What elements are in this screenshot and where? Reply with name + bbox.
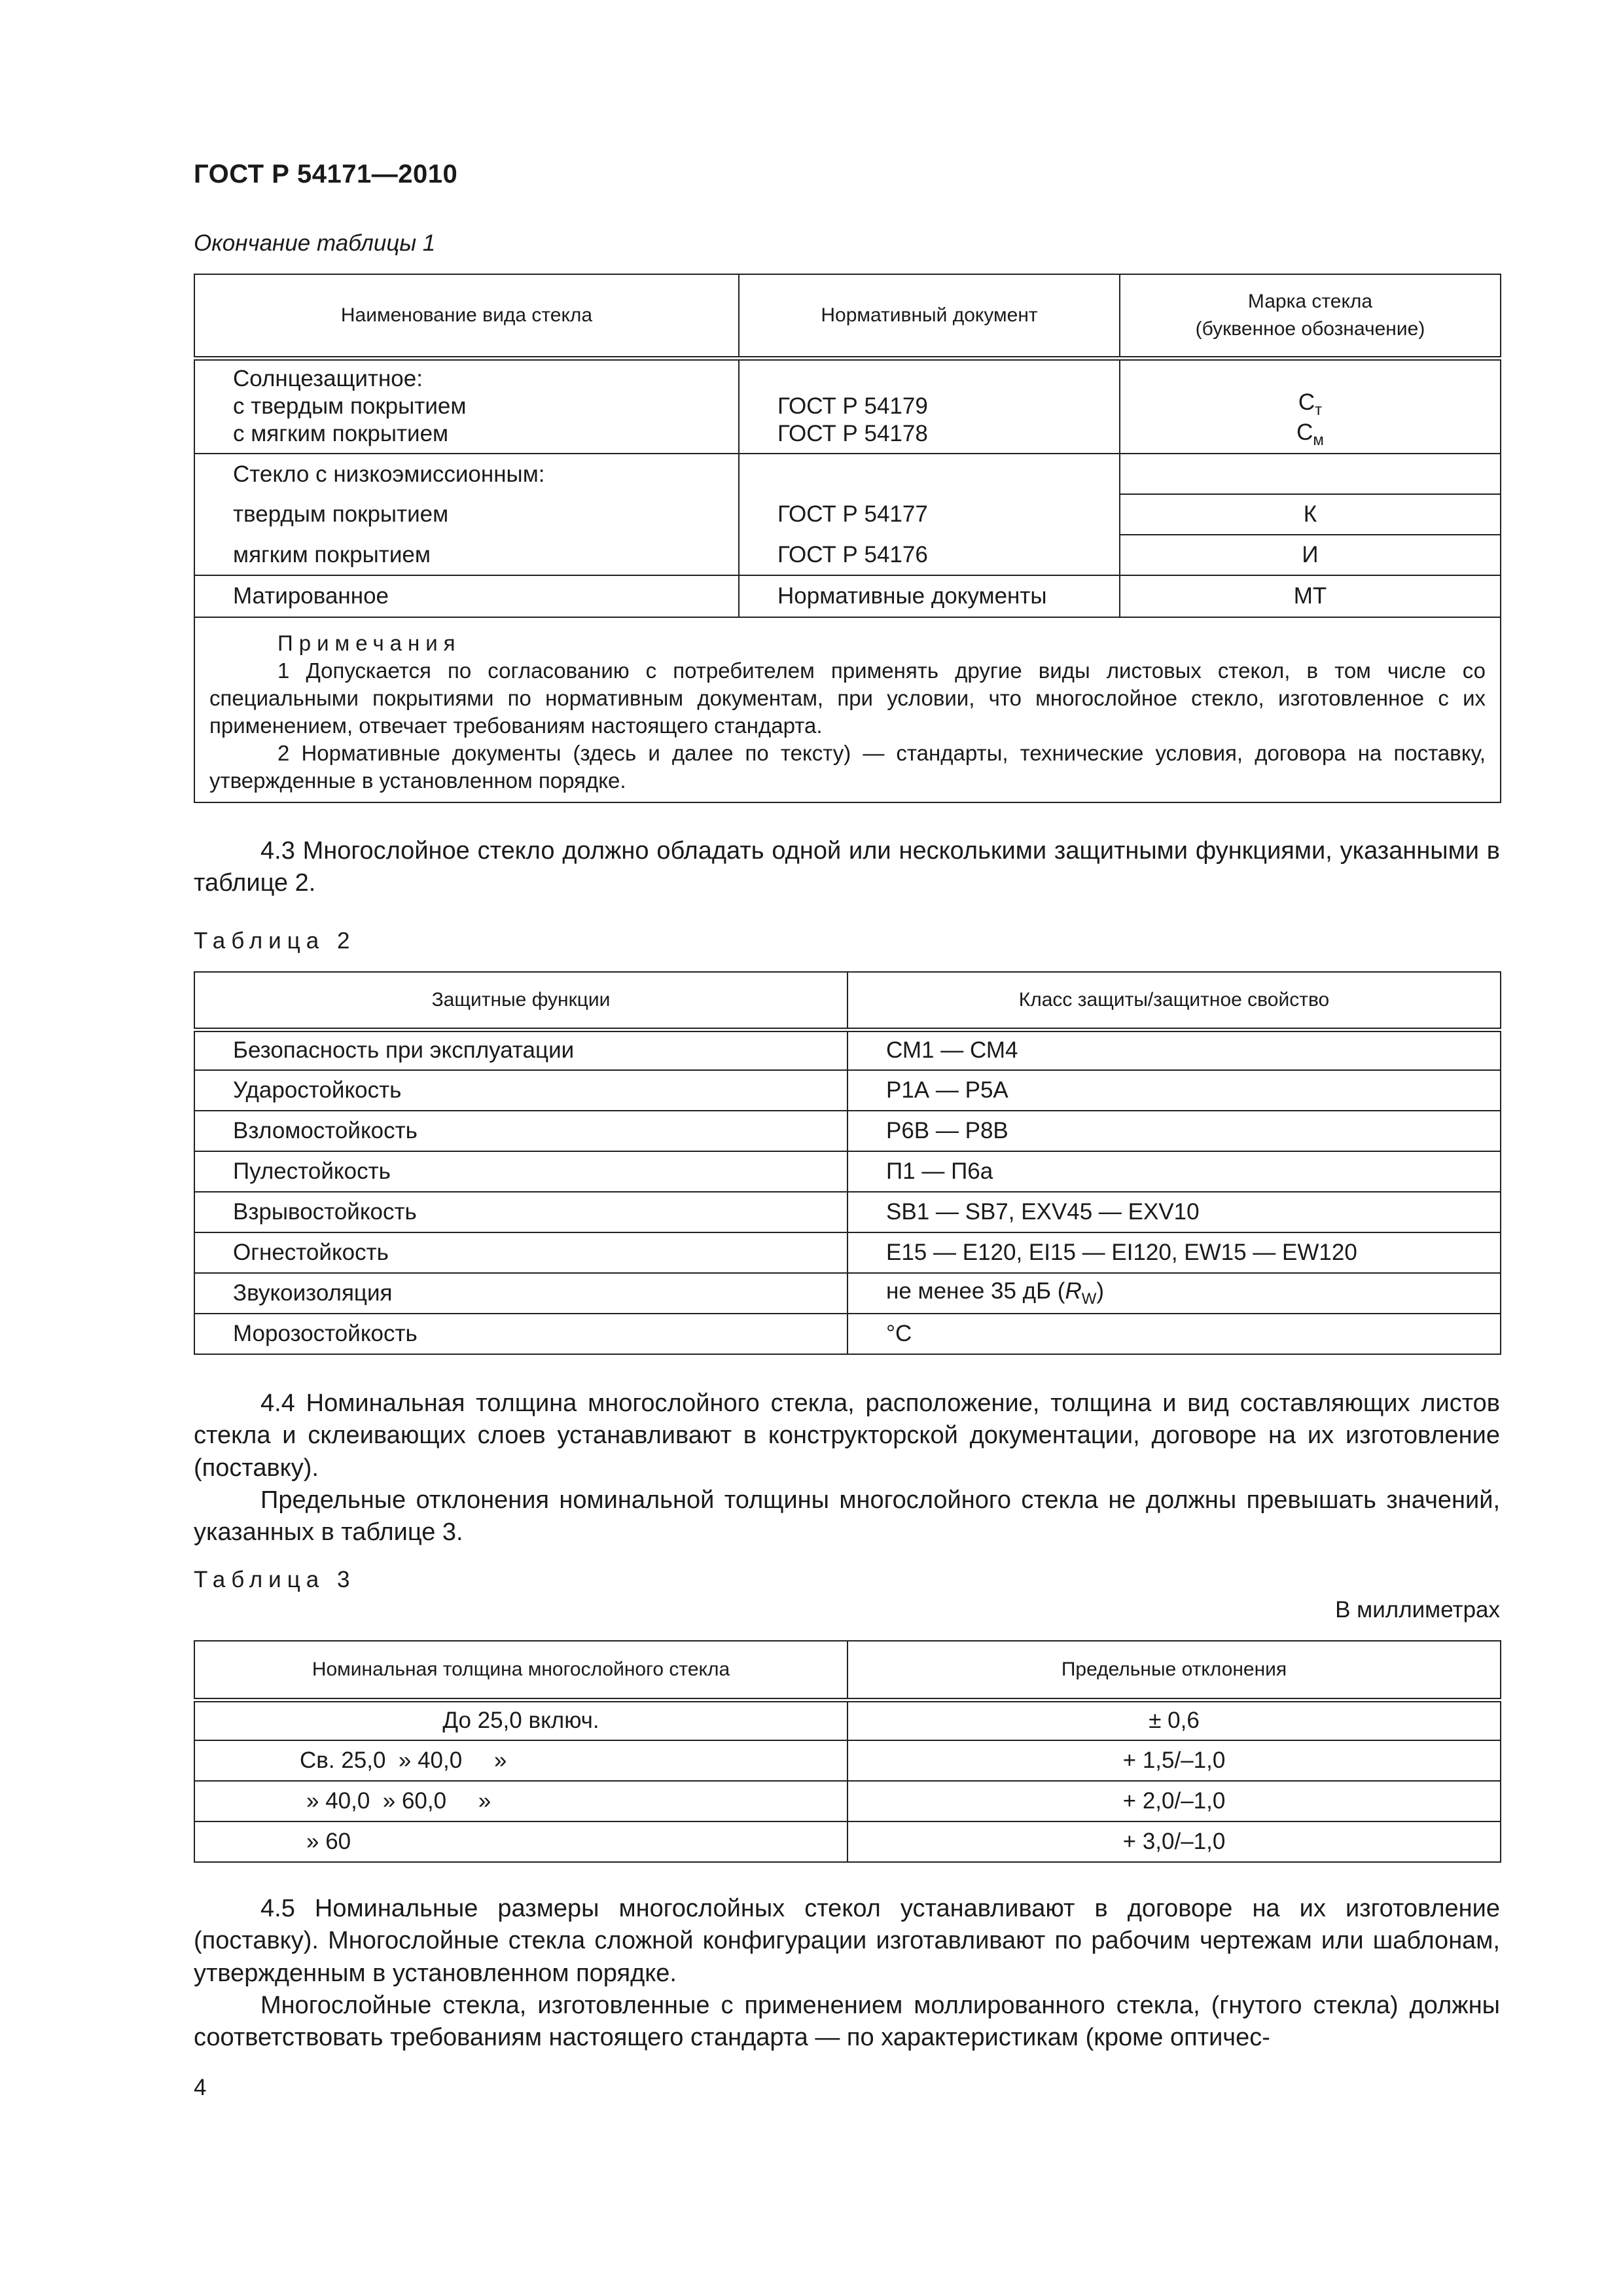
table3-col-thickness: Номинальная толщина многослойного стекла <box>194 1641 847 1700</box>
table-row <box>194 1821 1501 1862</box>
table1-col-normative-doc: Нормативный документ <box>739 274 1120 358</box>
table3-thickness-deviations <box>194 1640 1501 1863</box>
paragraph-4-4-deviations: Предельные отклонения номинальной толщины многослойного стекла не должны превышать значений, указанных в таблице 3. <box>194 1486 1500 1547</box>
table2-cell-value: SB1 — SB7, EXV45 — EXV10 <box>847 1192 1501 1232</box>
table3-col-deviation: Предельные отклонения <box>847 1641 1501 1700</box>
table1-mark-stack <box>1296 389 1324 450</box>
table1-mark-k: К <box>1120 494 1501 535</box>
table2-cell-name: Пулестойкость <box>194 1151 847 1192</box>
table1-lowemission-title: Стекло с низкоэмиссионным: <box>194 454 739 494</box>
table1-lowemission-soft: мягким покрытием <box>194 535 739 575</box>
table3-cell-dev: + 1,5/–1,0 <box>847 1740 1501 1781</box>
table1-col-glass-mark <box>1120 274 1501 358</box>
table1-notes <box>194 617 1501 802</box>
table-row <box>194 1111 1501 1151</box>
table1-matte-doc: Нормативные документы <box>739 575 1120 617</box>
table1-notes-row <box>194 617 1501 802</box>
table3-cell-range: » 60 <box>194 1821 847 1862</box>
table-row <box>194 1070 1501 1111</box>
table1-mark-mt: МТ <box>1120 575 1501 617</box>
table-row <box>194 1700 1501 1740</box>
table1-col-glass-type: Наименование вида стекла <box>194 274 739 358</box>
table1-notes-title: Примечания <box>277 631 461 655</box>
table1-sunprotect-title: Солнцезащитное: <box>233 366 423 392</box>
table3-label: Таблица 3 <box>194 1567 356 1592</box>
table-row <box>194 535 1501 575</box>
table2-cell-name: Ударостойкость <box>194 1070 847 1111</box>
table1-lowemission-hard: твердым покрытием <box>194 494 739 535</box>
table3-cell-dev: + 2,0/–1,0 <box>847 1781 1501 1821</box>
table2-cell-value: П1 — П6а <box>847 1151 1501 1192</box>
table2-cell-value: СМ1 — СМ4 <box>847 1030 1501 1070</box>
paragraph-4-5-bent-glass: Многослойные стекла, изготовленные с применением моллированного стекла, (гнутого стекла) должны соответствовать требованиям настоящего стандарта — по характеристикам (кроме оптичес- <box>194 1992 1500 2052</box>
table-row <box>194 1314 1501 1354</box>
table-row <box>194 575 1501 617</box>
table1-matte-name: Матированное <box>194 575 739 617</box>
table3-cell-dev: + 3,0/–1,0 <box>847 1821 1501 1862</box>
table2-cell-name: Звукоизоляция <box>194 1273 847 1314</box>
table2-header-row <box>194 972 1501 1030</box>
table2-col-functions: Защитные функции <box>194 972 847 1030</box>
table1-cell-empty <box>1120 454 1501 494</box>
table2-cell-name: Огнестойкость <box>194 1232 847 1273</box>
table2-cell-value: Р1А — Р5А <box>847 1070 1501 1111</box>
table1-doc-54179: ГОСТ Р 54179 <box>777 393 928 420</box>
table1-cell-doc <box>739 358 1120 454</box>
table2-cell-name: Взрывостойкость <box>194 1192 847 1232</box>
table3-header-row <box>194 1641 1501 1700</box>
table2-cell-value: не менее 35 дБ $(R_W)$ <box>847 1273 1501 1314</box>
table1-cell-mark <box>1120 358 1501 454</box>
table2-cell-name: Взломостойкость <box>194 1111 847 1151</box>
table2-cell-value: E15 — E120, EI15 — EI120, EW15 — EW120 <box>847 1232 1501 1273</box>
table-row <box>194 1781 1501 1821</box>
table-row <box>194 1030 1501 1070</box>
page-number: 4 <box>194 2075 207 2100</box>
table-row <box>194 358 1501 454</box>
table1-cell-empty <box>739 454 1120 494</box>
table3-unit: В миллиметрах <box>1335 1597 1500 1623</box>
table1-doc-54178: ГОСТ Р 54178 <box>777 421 928 447</box>
table3-cell-range: » 40,0 » 60,0 » <box>194 1781 847 1821</box>
table3-cell-dev: ± 0,6 <box>847 1700 1501 1740</box>
table1-sunprotect-soft: с мягким покрытием <box>233 421 449 447</box>
table2-col-class: Класс защиты/защитное свойство <box>847 972 1501 1030</box>
table1-sunprotect-hard: с твердым покрытием <box>233 393 467 420</box>
table-row <box>194 1192 1501 1232</box>
table1-cell-name <box>194 358 739 454</box>
table-row <box>194 1151 1501 1192</box>
table3-cell-range: Св. 25,0 » 40,0 » <box>194 1740 847 1781</box>
paragraph-4-3: 4.3 Многослойное стекло должно обладать одной или несколькими защитными функциями, указанными в таблице 2. <box>194 837 1500 897</box>
table1-mark-ct: $С_т$ <box>1298 389 1323 420</box>
document-code-header: ГОСТ Р 54171—2010 <box>194 160 458 188</box>
table-row <box>194 1273 1501 1314</box>
paragraph-4-5: 4.5 Номинальные размеры многослойных стекол устанавливают в договоре на их изготовление (поставку). Многослойные стекла сложной конфигурации изготавливают по рабочим чертежам или шаблонам, утвержденным в установленном порядке. <box>194 1895 1500 1987</box>
table3-cell-range: До 25,0 включ. <box>194 1700 847 1740</box>
table1-glass-types <box>194 274 1501 803</box>
table1-col-glass-mark-line2: (буквенное обозначение) <box>1195 317 1425 340</box>
table2-label: Таблица 2 <box>194 928 356 954</box>
table1-continuation-caption: Окончание таблицы 1 <box>194 230 436 256</box>
table1-mark-i: И <box>1120 535 1501 575</box>
table2-cell-name: Морозостойкость <box>194 1314 847 1354</box>
table-row <box>194 494 1501 535</box>
paragraph-4-4: 4.4 Номинальная толщина многослойного стекла, расположение, толщина и вид составляющих листов стекла и склеивающих слоев устанавливают в конструкторской документации, договоре на их изготовление (поставку). <box>194 1390 1500 1482</box>
table2-cell-name: Безопасность при эксплуатации <box>194 1030 847 1070</box>
table1-doc-54177: ГОСТ Р 54177 <box>739 494 1120 535</box>
table2-protective-functions <box>194 971 1501 1355</box>
table1-doc-54176: ГОСТ Р 54176 <box>739 535 1120 575</box>
table2-cell-value: Р6В — Р8В <box>847 1111 1501 1151</box>
table-row <box>194 454 1501 494</box>
table1-header-row <box>194 274 1501 358</box>
table1-col-glass-mark-line1: Марка стекла <box>1247 291 1373 313</box>
table1-note-2: 2 Нормативные документы (здесь и далее по тексту) — стандарты, технические условия, договора на поставку, утвержденные в установленном порядке. <box>209 740 1486 793</box>
table1-mark-cm: $С_м$ <box>1296 420 1324 450</box>
table-row <box>194 1740 1501 1781</box>
table-row <box>194 1232 1501 1273</box>
table2-cell-value: °С <box>847 1314 1501 1354</box>
table1-note-1: 1 Допускается по согласованию с потребителем применять другие виды листовых стекол, в том числе со специальными покрытиями по нормативным документам, при условии, что многослойное стекло, изготовленное с их применением, отвечает требованиям настоящего стандарта. <box>209 658 1486 738</box>
